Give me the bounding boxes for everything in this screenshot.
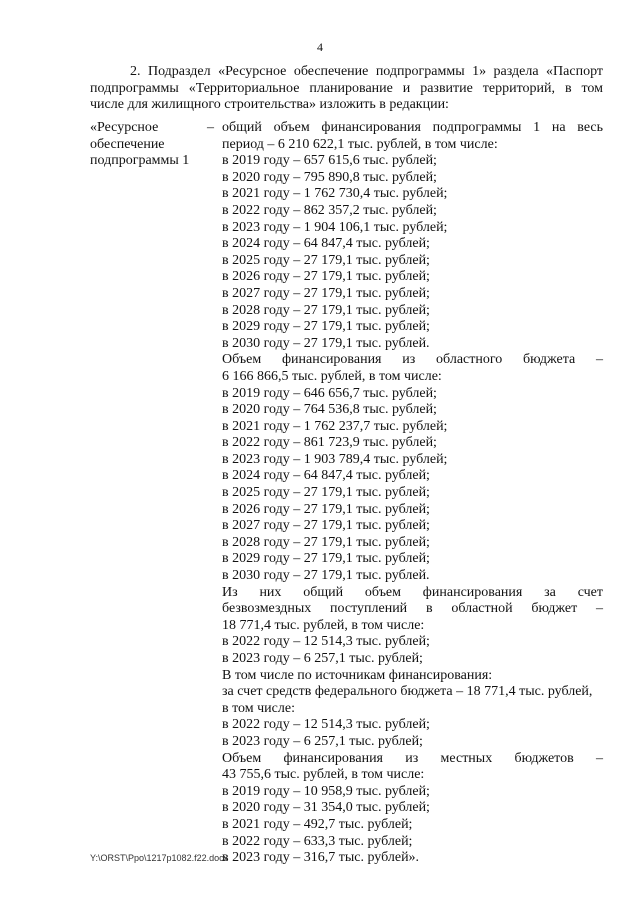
- funding-line: общий объем финансирования подпрограммы 1 на весь: [222, 120, 603, 135]
- label-dash: –: [207, 120, 214, 135]
- section-label: [90, 120, 208, 170]
- funding-line: в 2019 году – 646 656,7 тыс. рублей;: [222, 385, 437, 401]
- funding-line: в 2023 году – 316,7 тыс. рублей».: [222, 850, 420, 866]
- funding-line: в 2030 году – 27 179,1 тыс. рублей.: [222, 568, 430, 584]
- funding-details: [222, 120, 603, 867]
- funding-line: в 2022 году – 12 514,3 тыс. рублей;: [222, 634, 430, 650]
- funding-line: в 2025 году – 27 179,1 тыс. рублей;: [222, 252, 430, 268]
- label-line: «Ресурсное: [90, 120, 159, 135]
- funding-line: в 2022 году – 862 357,2 тыс. рублей;: [222, 202, 437, 218]
- funding-line: 43 755,6 тыс. рублей, в том числе:: [222, 767, 425, 783]
- funding-line: в 2029 году – 27 179,1 тыс. рублей;: [222, 319, 430, 335]
- funding-line: в 2026 году – 27 179,1 тыс. рублей;: [222, 501, 430, 517]
- funding-line: в 2021 году – 1 762 237,7 тыс. рублей;: [222, 418, 448, 434]
- funding-line: в 2020 году – 764 536,8 тыс. рублей;: [222, 402, 437, 418]
- intro-line: подпрограммы «Территориальное планирование и развитие территорий, в том: [90, 80, 603, 96]
- funding-line: Из них общий объем финансирования за счет: [222, 584, 603, 600]
- funding-line: в 2030 году – 27 179,1 тыс. рублей.: [222, 335, 430, 351]
- funding-line: в 2023 году – 1 903 789,4 тыс. рублей;: [222, 451, 448, 467]
- funding-line: за счет средств федерального бюджета – 18 771,4 тыс. рублей,: [222, 684, 593, 700]
- funding-line: в 2023 году – 1 904 106,1 тыс. рублей;: [222, 219, 448, 235]
- funding-line: в 2023 году – 6 257,1 тыс. рублей;: [222, 733, 423, 749]
- label-line: обеспечение: [90, 136, 165, 152]
- funding-line: в 2029 году – 27 179,1 тыс. рублей;: [222, 551, 430, 567]
- funding-line: в 2027 году – 27 179,1 тыс. рублей;: [222, 285, 430, 301]
- funding-line: в 2028 году – 27 179,1 тыс. рублей;: [222, 302, 430, 318]
- funding-line: в 2022 году – 12 514,3 тыс. рублей;: [222, 717, 430, 733]
- funding-line: Объем финансирования из местных бюджетов –: [222, 750, 603, 766]
- intro-paragraph: [90, 64, 603, 114]
- label-line: подпрограммы 1: [90, 153, 190, 169]
- funding-line: 18 771,4 тыс. рублей, в том числе:: [222, 617, 425, 633]
- funding-line: в 2020 году – 795 890,8 тыс. рублей;: [222, 169, 437, 185]
- funding-line: безвозмездных поступлений в областной бюджет –: [222, 601, 603, 617]
- funding-line: в 2026 году – 27 179,1 тыс. рублей;: [222, 269, 430, 285]
- funding-line: в 2021 году – 1 762 730,4 тыс. рублей;: [222, 186, 448, 202]
- funding-line: период – 6 210 622,1 тыс. рублей, в том числе:: [222, 136, 498, 152]
- funding-line: в 2019 году – 657 615,6 тыс. рублей;: [222, 153, 437, 169]
- funding-line: в 2022 году – 633,3 тыс. рублей;: [222, 833, 413, 849]
- funding-line: в 2028 году – 27 179,1 тыс. рублей;: [222, 534, 430, 550]
- intro-line: числе для жилищного строительства» изложить в редакции:: [90, 97, 449, 113]
- page-number: 4: [317, 40, 323, 54]
- funding-line: 6 166 866,5 тыс. рублей, в том числе:: [222, 368, 442, 384]
- funding-line: в 2025 году – 27 179,1 тыс. рублей;: [222, 485, 430, 501]
- funding-line: в 2023 году – 6 257,1 тыс. рублей;: [222, 651, 423, 666]
- funding-line: в 2021 году – 492,7 тыс. рублей;: [222, 816, 413, 832]
- funding-line: в 2024 году – 64 847,4 тыс. рублей;: [222, 236, 430, 252]
- funding-line: в 2019 году – 10 958,9 тыс. рублей;: [222, 783, 430, 799]
- funding-line: в том числе:: [222, 700, 295, 716]
- funding-line: в 2020 году – 31 354,0 тыс. рублей;: [222, 800, 430, 816]
- funding-line: в 2022 году – 861 723,9 тыс. рублей;: [222, 435, 437, 451]
- funding-line: В том числе по источникам финансирования:: [222, 667, 493, 683]
- funding-line: Объем финансирования из областного бюджета –: [222, 352, 603, 368]
- file-path-footer: Y:\ORST\Ppo\1217p1082.f22.docx: [90, 853, 229, 863]
- funding-line: в 2024 году – 64 847,4 тыс. рублей;: [222, 468, 430, 484]
- intro-line: 2. Подраздел «Ресурсное обеспечение подпрограммы 1» раздела «Паспорт: [130, 64, 603, 79]
- funding-line: в 2027 году – 27 179,1 тыс. рублей;: [222, 518, 430, 534]
